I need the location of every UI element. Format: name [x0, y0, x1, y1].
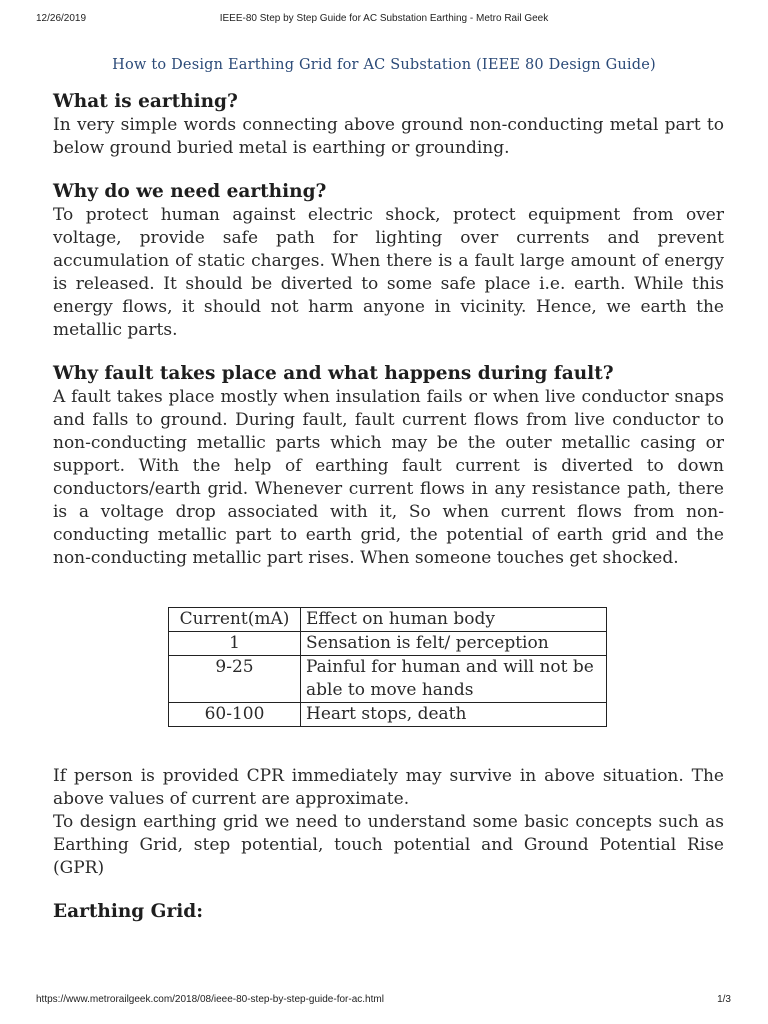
page-number: 1/3 [717, 994, 731, 1005]
table-header-current: Current(mA) [169, 608, 301, 632]
table-cell-effect: Painful for human and will not be able to move hands [301, 656, 607, 703]
table-row [169, 656, 607, 703]
table-cell-effect: Heart stops, death [301, 703, 607, 727]
section-heading-fault: Why fault takes place and what happens during fault? [53, 363, 614, 384]
section-heading-why-earthing: Why do we need earthing? [53, 181, 327, 202]
print-footer [0, 994, 768, 1010]
section-heading-what-is-earthing: What is earthing? [53, 91, 238, 112]
table-cell-effect: Sensation is felt/ perception [301, 632, 607, 656]
design-concepts-paragraph: To design earthing grid we need to understand some basic concepts such as Earthing Grid, step potential, touch potential and Ground Potential Rise (GPR) [53, 812, 724, 878]
document-title: How to Design Earthing Grid for AC Substation (IEEE 80 Design Guide) [112, 57, 656, 73]
current-effect-table-wrapper [168, 607, 724, 727]
table-cell-current: 9-25 [169, 656, 301, 703]
section-body-why-earthing: To protect human against electric shock, protect equipment from over voltage, provide safe path for lighting over currents and prevent accumulation of static charges. When there is a fault large amount of energy is released. It should be diverted to some safe place i.e. earth. While this energy flows, it should not harm anyone in vicinity. Hence, we earth the metallic parts. [53, 205, 724, 340]
table-row [169, 632, 607, 656]
cpr-note-paragraph: If person is provided CPR immediately may survive in above situation. The above values of current are approximate. [53, 766, 724, 809]
print-page-title: IEEE-80 Step by Step Guide for AC Substation Earthing - Metro Rail Geek [219, 13, 549, 24]
document-body [53, 90, 724, 924]
table-row [169, 703, 607, 727]
table-cell-current: 60-100 [169, 703, 301, 727]
print-header [0, 13, 768, 29]
section-heading-earthing-grid: Earthing Grid: [53, 901, 204, 922]
section-body-fault: A fault takes place mostly when insulation fails or when live conductor snaps and falls to ground. During fault, fault current flows from live conductor to non-conducting metallic parts which may be the outer metallic casing or support. With the help of earthing fault current is diverted to down conductors/earth grid. Whenever current flows in any resistance path, there is a voltage drop associated with it, So when current flows from non-conducting metallic part to earth grid, the potential of earth grid and the non-conducting metallic part rises. When someone touches get shocked. [53, 387, 724, 568]
print-date: 12/26/2019 [36, 13, 87, 24]
table-header-effect: Effect on human body [301, 608, 607, 632]
print-url: https://www.metrorailgeek.com/2018/08/ieee-80-step-by-step-guide-for-ac.html [36, 994, 384, 1005]
table-header-row [169, 608, 607, 632]
current-effect-table [168, 607, 607, 727]
table-cell-current: 1 [169, 632, 301, 656]
section-body-what-is-earthing: In very simple words connecting above ground non-conducting metal part to below ground buried metal is earthing or grounding. [53, 115, 724, 158]
